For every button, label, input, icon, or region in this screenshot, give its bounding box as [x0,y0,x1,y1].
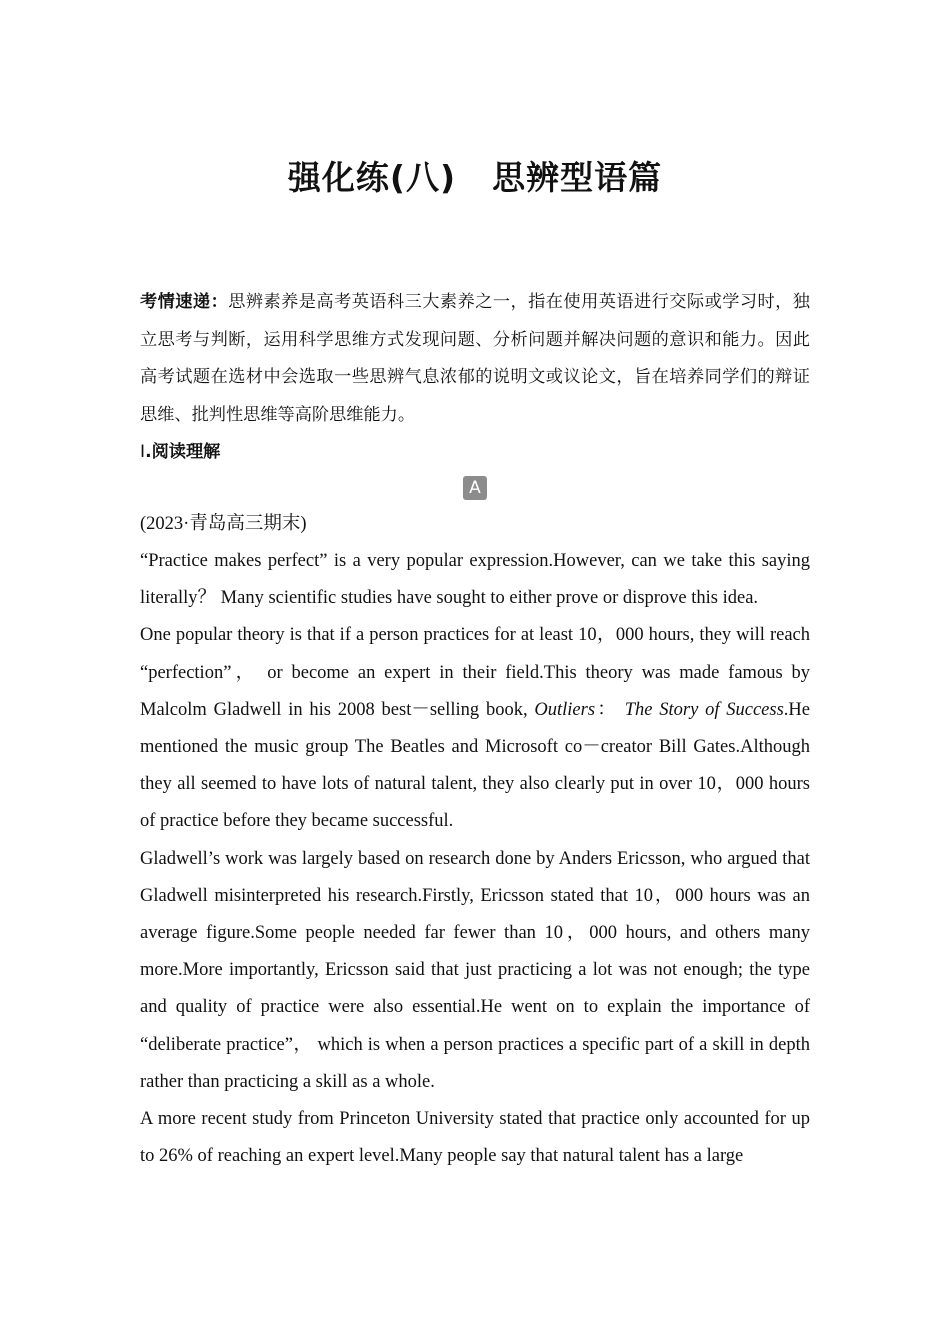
passage-paragraph-1: “Practice makes perfect” is a very popular expression.However, can we take this saying literally？ Many scientific studies have sought to either prove or disprove this idea. [140,551,810,609]
section-heading [140,434,810,470]
passage-badge-row [140,470,810,506]
passage-paragraph-4: A more recent study from Princeton University stated that practice only accounted for up to 26% of reaching an expert level.Many people say that natural talent has a large [140,1109,810,1167]
p2-text-a: One popular theory is that if a person practices for at least 10，000 hours, they will reach “perfection”， or become an expert in their field.This theory was made famous by Malcolm Gladwell in his 2008 best－selling book, [140,625,810,720]
section-number: Ⅰ [140,442,146,462]
passage-paragraph-3: Gladwell’s work was largely based on research done by Anders Ericsson, who argued that Gladwell misinterpreted his research.Firstly, Ericsson stated that 10，000 hours was an average figure.Some people needed far fewer than 10，000 hours, and others many more.More importantly, Ericsson said that just practicing a lot was not enough; the type and quality of practice were also essential.He went on to explain the importance of “deliberate practice”， which is when a person practices a specific part of a skill in depth rather than practicing a skill as a whole. [140,848,810,1092]
book-title: Outliers [534,699,596,720]
p2-text-b: .He mentioned the music group The Beatles and Microsoft co－creator Bill Gates.Although they all seemed to have lots of natural talent, they also clearly put in over 10，000 hours of practice before they became successful. [140,699,810,832]
passage-badge: A [463,476,487,500]
page-title [0,152,950,199]
passage-paragraph-2 [140,617,810,840]
title-topic: 思辨型语篇 [492,158,663,197]
document-body [140,284,810,1175]
section-label: .阅读理解 [145,442,221,462]
book-subtitle: The Story of Success [624,699,784,720]
passage-source: (2023·青岛高三期末) [140,514,307,534]
intro-label: 考情速递： [140,292,229,312]
book-title-colon: ： [595,699,618,720]
intro-paragraph [140,284,810,434]
title-exercise: 强化练(八) [287,158,457,197]
intro-text: 思辨素养是高考英语科三大素养之一，指在使用英语进行交际或学习时，独立思考与判断，运用科学思维方式发现问题、分析问题并解决问题的意识和能力。因此高考试题在选材中会选取一些思辨气息浓郁的说明文或议论文，旨在培养同学们的辩证思维、批判性思维等高阶思维能力。 [140,292,810,425]
